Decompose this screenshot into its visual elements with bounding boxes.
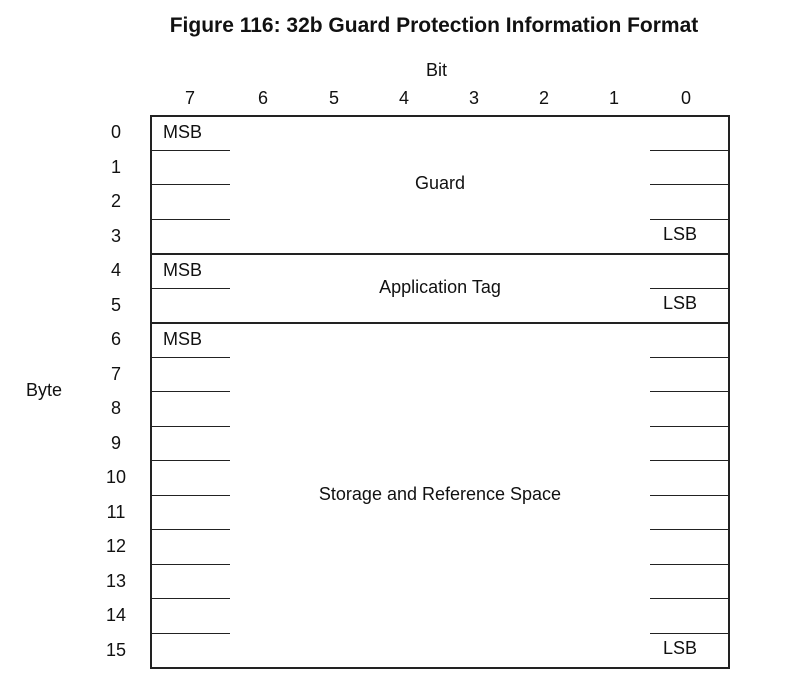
bit-number: 2 [538, 88, 549, 108]
field-top-border [150, 253, 730, 255]
byte-separator-left [150, 288, 230, 289]
bit-header: Bit [426, 60, 448, 80]
byte-number: 6 [110, 329, 121, 349]
byte-separator-right [650, 633, 730, 634]
byte-separator-left [150, 460, 230, 461]
bit-number: 7 [184, 88, 195, 108]
byte-separator-right [650, 426, 730, 427]
byte-number: 5 [110, 294, 121, 315]
byte-number: 8 [110, 398, 121, 418]
bit-number: 4 [398, 88, 409, 108]
byte-separator-right [650, 150, 730, 151]
byte-number: 7 [110, 363, 121, 384]
field-top-border [150, 322, 730, 324]
byte-number: 2 [110, 191, 121, 211]
byte-separator-left [150, 564, 230, 565]
lsb-label: LSB [663, 223, 698, 244]
byte-separator-right [650, 219, 730, 220]
byte-number: 1 [110, 156, 121, 177]
msb-label: MSB [163, 329, 203, 349]
bit-number: 1 [608, 88, 619, 108]
byte-number: 3 [110, 225, 121, 246]
byte-separator-left [150, 633, 230, 634]
byte-separator-left [150, 598, 230, 599]
byte-number: 13 [105, 570, 127, 591]
byte-separator-left [150, 495, 230, 496]
byte-number: 4 [110, 260, 121, 280]
byte-number: 10 [105, 467, 127, 487]
field-top-border [150, 115, 730, 117]
byte-number: 9 [110, 432, 121, 453]
msb-label: MSB [163, 260, 203, 280]
byte-separator-left [150, 184, 230, 185]
lsb-label: LSB [663, 292, 698, 313]
byte-header: Byte [26, 380, 63, 400]
byte-number: 15 [105, 639, 127, 660]
bit-number: 3 [468, 88, 479, 108]
table-bottom-border [150, 667, 730, 669]
byte-separator-right [650, 495, 730, 496]
byte-separator-right [650, 357, 730, 358]
byte-separator-left [150, 219, 230, 220]
figure-title: Figure 116: 32b Guard Protection Information Format [169, 14, 699, 37]
byte-separator-right [650, 391, 730, 392]
byte-separator-left [150, 391, 230, 392]
bit-number: 0 [680, 88, 691, 108]
bit-number: 5 [328, 88, 339, 108]
byte-separator-right [650, 564, 730, 565]
byte-separator-left [150, 529, 230, 530]
byte-number: 12 [105, 536, 127, 556]
byte-separator-right [650, 529, 730, 530]
byte-number: 14 [105, 605, 127, 625]
byte-separator-left [150, 426, 230, 427]
field-name: Guard [414, 173, 466, 193]
byte-number: 0 [110, 122, 121, 142]
byte-separator-right [650, 288, 730, 289]
byte-separator-right [650, 460, 730, 461]
field-name: Storage and Reference Space [318, 483, 562, 504]
byte-separator-left [150, 150, 230, 151]
byte-separator-right [650, 598, 730, 599]
field-name: Application Tag [379, 276, 501, 297]
lsb-label: LSB [663, 637, 698, 658]
bit-number: 6 [257, 88, 268, 108]
byte-separator-left [150, 357, 230, 358]
byte-separator-right [650, 184, 730, 185]
msb-label: MSB [163, 122, 203, 142]
byte-number: 11 [106, 501, 126, 522]
